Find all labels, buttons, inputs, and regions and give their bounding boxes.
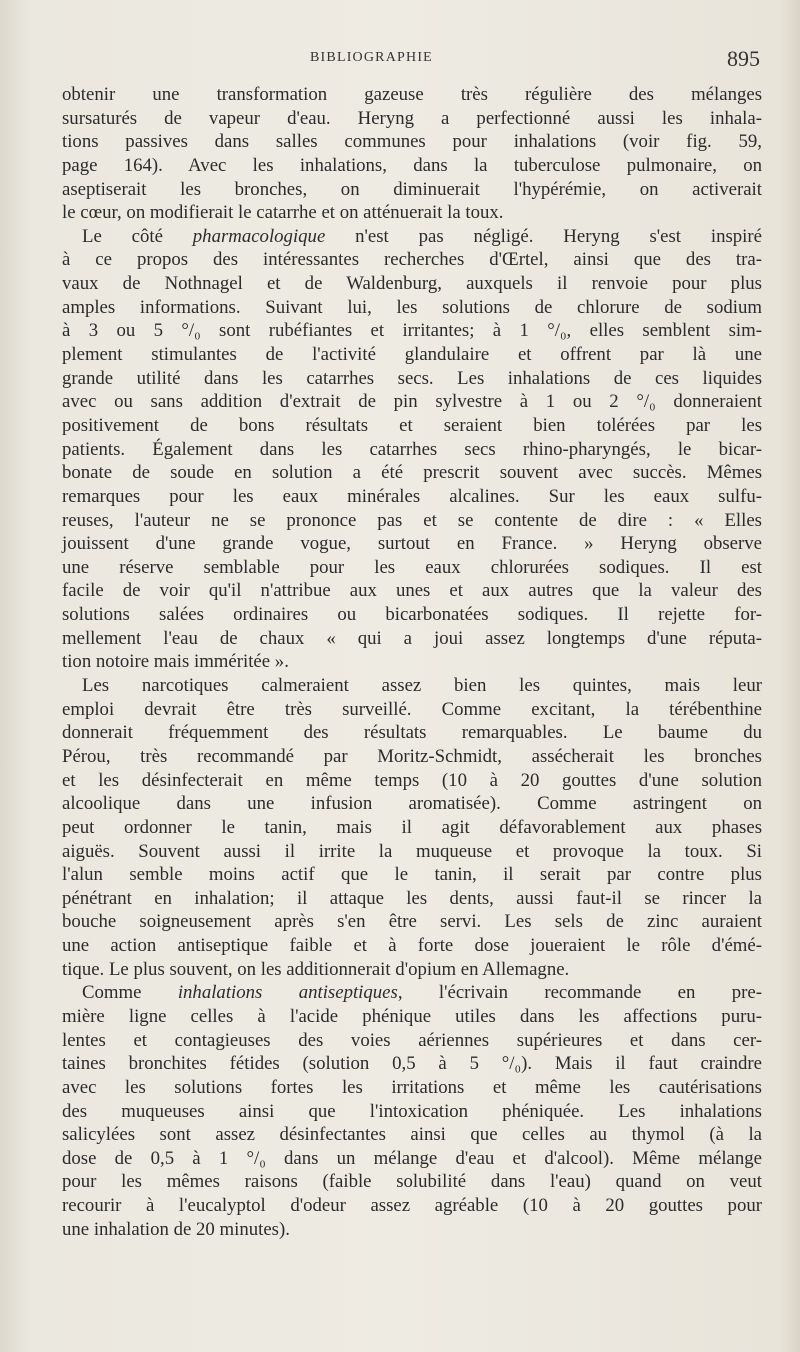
text-line: des muqueuses ainsi que l'intoxication phéniquée. Les inhalations: [62, 1100, 762, 1122]
text-line: une inhalation de 20 minutes).: [62, 1218, 290, 1240]
text-line: sursaturés de vapeur d'eau. Heryng a perfectionné aussi les inhala-: [62, 107, 762, 129]
text-line: tique. Le plus souvent, on les additionnerait d'opium en Allemagne.: [62, 958, 570, 980]
text-line: page 164). Avec les inhalations, dans la tuberculose pulmonaire, on: [62, 154, 762, 176]
text-line: mellement l'eau de chaux « qui a joui assez longtemps d'une réputa-: [62, 627, 762, 649]
text-line: obtenir une transformation gazeuse très régulière des mélanges: [62, 84, 762, 105]
text-line: à 3 ou 5 °/₀ sont rubéfiantes et irritantes; à 1 °/₀, elles semblent sim-: [62, 320, 762, 342]
text-line-italic: Comme inhalations antiseptiques, l'écrivain recommande en pre-: [82, 982, 762, 1004]
text-line: donnerait fréquemment des résultats remarquables. Le baume du: [62, 722, 762, 744]
text-line: salicylées sont assez désinfectantes ainsi que celles au thymol (à la: [62, 1124, 762, 1146]
text-line: Pérou, très recommandé par Moritz-Schmidt, assécherait les bronches: [62, 745, 762, 767]
text-line: grande utilité dans les catarrhes secs. Les inhalations de ces liquides: [62, 367, 762, 389]
text-line: avec ou sans addition d'extrait de pin sylvestre à 1 ou 2 °/₀ donneraient: [62, 391, 762, 413]
text-line-italic: Le côté pharmacologique n'est pas négligé. Heryng s'est inspiré: [82, 225, 762, 247]
text-line: dose de 0,5 à 1 °/₀ dans un mélange d'eau et d'alcool). Même mélange: [62, 1147, 762, 1169]
text-line: taines bronchites fétides (solution 0,5 à 5 °/₀). Mais il faut craindre: [62, 1053, 762, 1075]
text-line: aseptiserait les bronches, on diminuerait l'hypérémie, on activerait: [62, 178, 762, 200]
running-head: BIBLIOGRAPHIE: [310, 50, 433, 65]
text-line: positivement de bons résultats et seraient bien tolérées par les: [62, 414, 762, 436]
text-line: patients. Également dans les catarrhes secs rhino-pharyngés, le bicar-: [62, 438, 762, 460]
text-line: remarques pour les eaux minérales alcalines. Sur les eaux sulfu-: [62, 485, 762, 507]
text-line: pénétrant en inhalation; il attaque les dents, aussi faut-il se rincer la: [62, 887, 762, 909]
text-line: facile de voir qu'il n'attribue aux unes et aux autres que la valeur des: [62, 580, 762, 602]
italic-phrase: inhalations antiseptiques: [177, 982, 398, 1004]
text-line: peut ordonner le tanin, mais il agit défavorablement aux phases: [62, 816, 762, 838]
text-line: Les narcotiques calmeraient assez bien les quintes, mais leur: [82, 675, 762, 697]
body-text: [62, 83, 762, 1241]
text-line: mière ligne celles à l'acide phénique utiles dans les affections puru-: [62, 1005, 762, 1027]
text-line: jouissent d'une grande vogue, surtout en France. » Heryng observe: [62, 533, 762, 555]
text-line: amples informations. Suivant lui, les solutions de chlorure de sodium: [62, 296, 762, 318]
paragraph: [62, 225, 762, 674]
text-line: une action antiseptique faible et à forte dose joueraient le rôle d'émé-: [62, 935, 762, 957]
page-number: 895: [727, 46, 760, 71]
text-line: tion notoire mais imméritée ».: [62, 651, 289, 673]
paragraph: [62, 83, 762, 225]
text-line: alcoolique dans une infusion aromatisée). Comme astringent on: [62, 793, 762, 815]
text-line: lentes et contagieuses des voies aériennes supérieures et dans cer-: [62, 1029, 762, 1051]
text-line: emploi devrait être très surveillé. Comme excitant, la térébenthine: [62, 698, 762, 720]
text-line: plement stimulantes de l'activité glandulaire et offrent par là une: [62, 344, 762, 366]
text-line: aiguës. Souvent aussi il irrite la muqueuse et provoque la toux. Si: [62, 840, 762, 862]
italic-phrase: pharmacologique: [192, 225, 326, 247]
text-line: une réserve semblable pour les eaux chlorurées sodiques. Il est: [62, 556, 762, 578]
text-line: avec les solutions fortes les irritations et même les cautérisations: [62, 1076, 762, 1098]
text-line: le cœur, on modifierait le catarrhe et on atténuerait la toux.: [62, 202, 504, 224]
text-line: bonate de soude en solution a été prescrit souvent avec succès. Mêmes: [62, 462, 762, 484]
text-line: solutions salées ordinaires ou bicarbonatées sodiques. Il rejette for-: [62, 604, 762, 626]
text-line: vaux de Nothnagel et de Waldenburg, auxquels il renvoie pour plus: [62, 273, 762, 295]
paragraph: [62, 981, 762, 1241]
text-line: bouche soigneusement après s'en être servi. Les sels de zinc auraient: [62, 911, 762, 933]
text-line: pour les mêmes raisons (faible solubilité dans l'eau) quand on veut: [62, 1171, 762, 1193]
text-line: et les désinfecterait en même temps (10 à 20 gouttes d'une solution: [62, 769, 762, 791]
text-line: recourir à l'eucalyptol d'odeur assez agréable (10 à 20 gouttes pour: [62, 1195, 762, 1217]
text-line: reuses, l'auteur ne se prononce pas et se contente de dire : « Elles: [62, 509, 762, 531]
page-header: [60, 46, 760, 74]
paragraph: [62, 674, 762, 981]
text-line: à ce propos des intéressantes recherches d'Œrtel, ainsi que des tra-: [62, 249, 762, 271]
text-line: tions passives dans salles communes pour inhalations (voir fig. 59,: [62, 131, 762, 153]
text-line: l'alun semble moins actif que le tanin, il serait par contre plus: [62, 864, 762, 886]
